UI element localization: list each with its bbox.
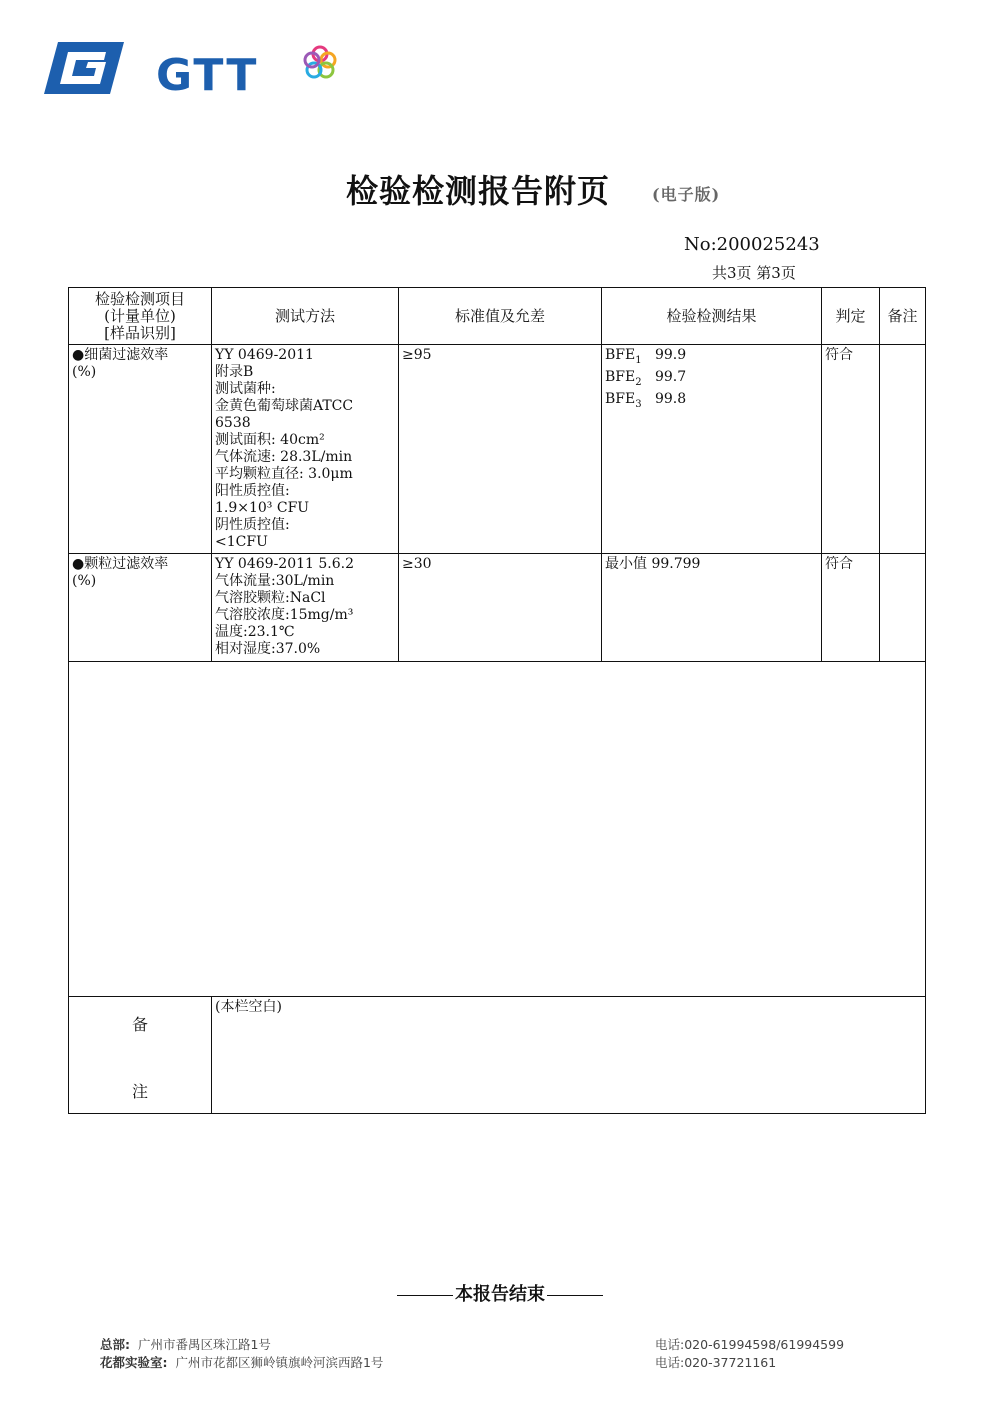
row-method: YY 0469-2011 附录B 测试菌种: 金黄色葡萄球菌ATCC 6538 测试面积: 40cm² 气体流速: 28.3L/min 平均颗粒直径: 3.0μm 阳性质控值: 1.9×10³ CFU 阴性质控值: <1CFU	[212, 345, 399, 554]
header-method: 测试方法	[212, 288, 399, 345]
header-note: 备注	[880, 288, 926, 345]
header-standard: 标准值及允差	[399, 288, 602, 345]
row-note	[880, 554, 926, 662]
row-results: 最小值 99.799	[602, 554, 822, 662]
report-number: No:200025243	[684, 234, 820, 255]
title-main: 检验检测报告附页	[345, 172, 610, 210]
table-header-row	[69, 288, 926, 345]
title-note: (电子版)	[652, 185, 721, 204]
header-result: 检验检测结果	[602, 288, 822, 345]
header-item: 检验检测项目 (计量单位) [样品识别]	[69, 288, 212, 345]
logo-text: GTT	[156, 50, 259, 101]
bfe-result: $BFE_1$ 99.9	[605, 347, 687, 366]
row-standard: ≥30	[399, 554, 602, 662]
remark-row	[69, 997, 926, 1114]
page-count: 共3页 第3页	[712, 264, 796, 282]
row-method: YY 0469-2011 5.6.2 气体流量:30L/min 气溶胶颗粒:NaCl 气溶胶浓度:15mg/m³ 温度:23.1℃ 相对湿度:37.0%	[212, 554, 399, 662]
row-standard: ≥95	[399, 345, 602, 554]
gtt-emblem-icon	[44, 40, 124, 96]
row-results	[602, 345, 822, 554]
row-verdict: 符合	[822, 554, 880, 662]
row-item: ●细菌过滤效率 (%)	[69, 345, 212, 554]
lab-phone: 电话:020-37721161	[655, 1355, 777, 1370]
row-verdict: 符合	[822, 345, 880, 554]
footer-phones	[655, 1336, 844, 1372]
report-end: 本报告结束	[0, 1280, 1000, 1306]
row-item: ●颗粒过滤效率 (%)	[69, 554, 212, 662]
empty-area-row	[69, 662, 926, 997]
bfe-result: $BFE_3$ 99.8	[605, 390, 687, 410]
hq-address-line: 总部: 广州市番禺区珠江路1号	[100, 1337, 271, 1352]
header-verdict: 判定	[822, 288, 880, 345]
table-row	[69, 345, 926, 554]
end-line-right	[547, 1295, 603, 1296]
end-line-left	[397, 1295, 453, 1296]
footer-addresses	[100, 1336, 383, 1372]
bfe-result: $BFE_2$ 99.7	[605, 368, 687, 388]
report-title	[0, 166, 1000, 212]
rainbow-flower-icon	[302, 44, 338, 80]
lab-address-line: 花都实验室: 广州市花都区狮岭镇旗岭河滨西路1号	[100, 1355, 384, 1370]
hq-phone: 电话:020-61994598/61994599	[655, 1337, 845, 1352]
row-note	[880, 345, 926, 554]
empty-area	[69, 662, 926, 997]
table-row	[69, 554, 926, 662]
remark-label: 备 注	[69, 997, 212, 1114]
results-table	[68, 287, 926, 1114]
company-logo	[44, 40, 344, 102]
remark-content: (本栏空白)	[212, 997, 926, 1114]
